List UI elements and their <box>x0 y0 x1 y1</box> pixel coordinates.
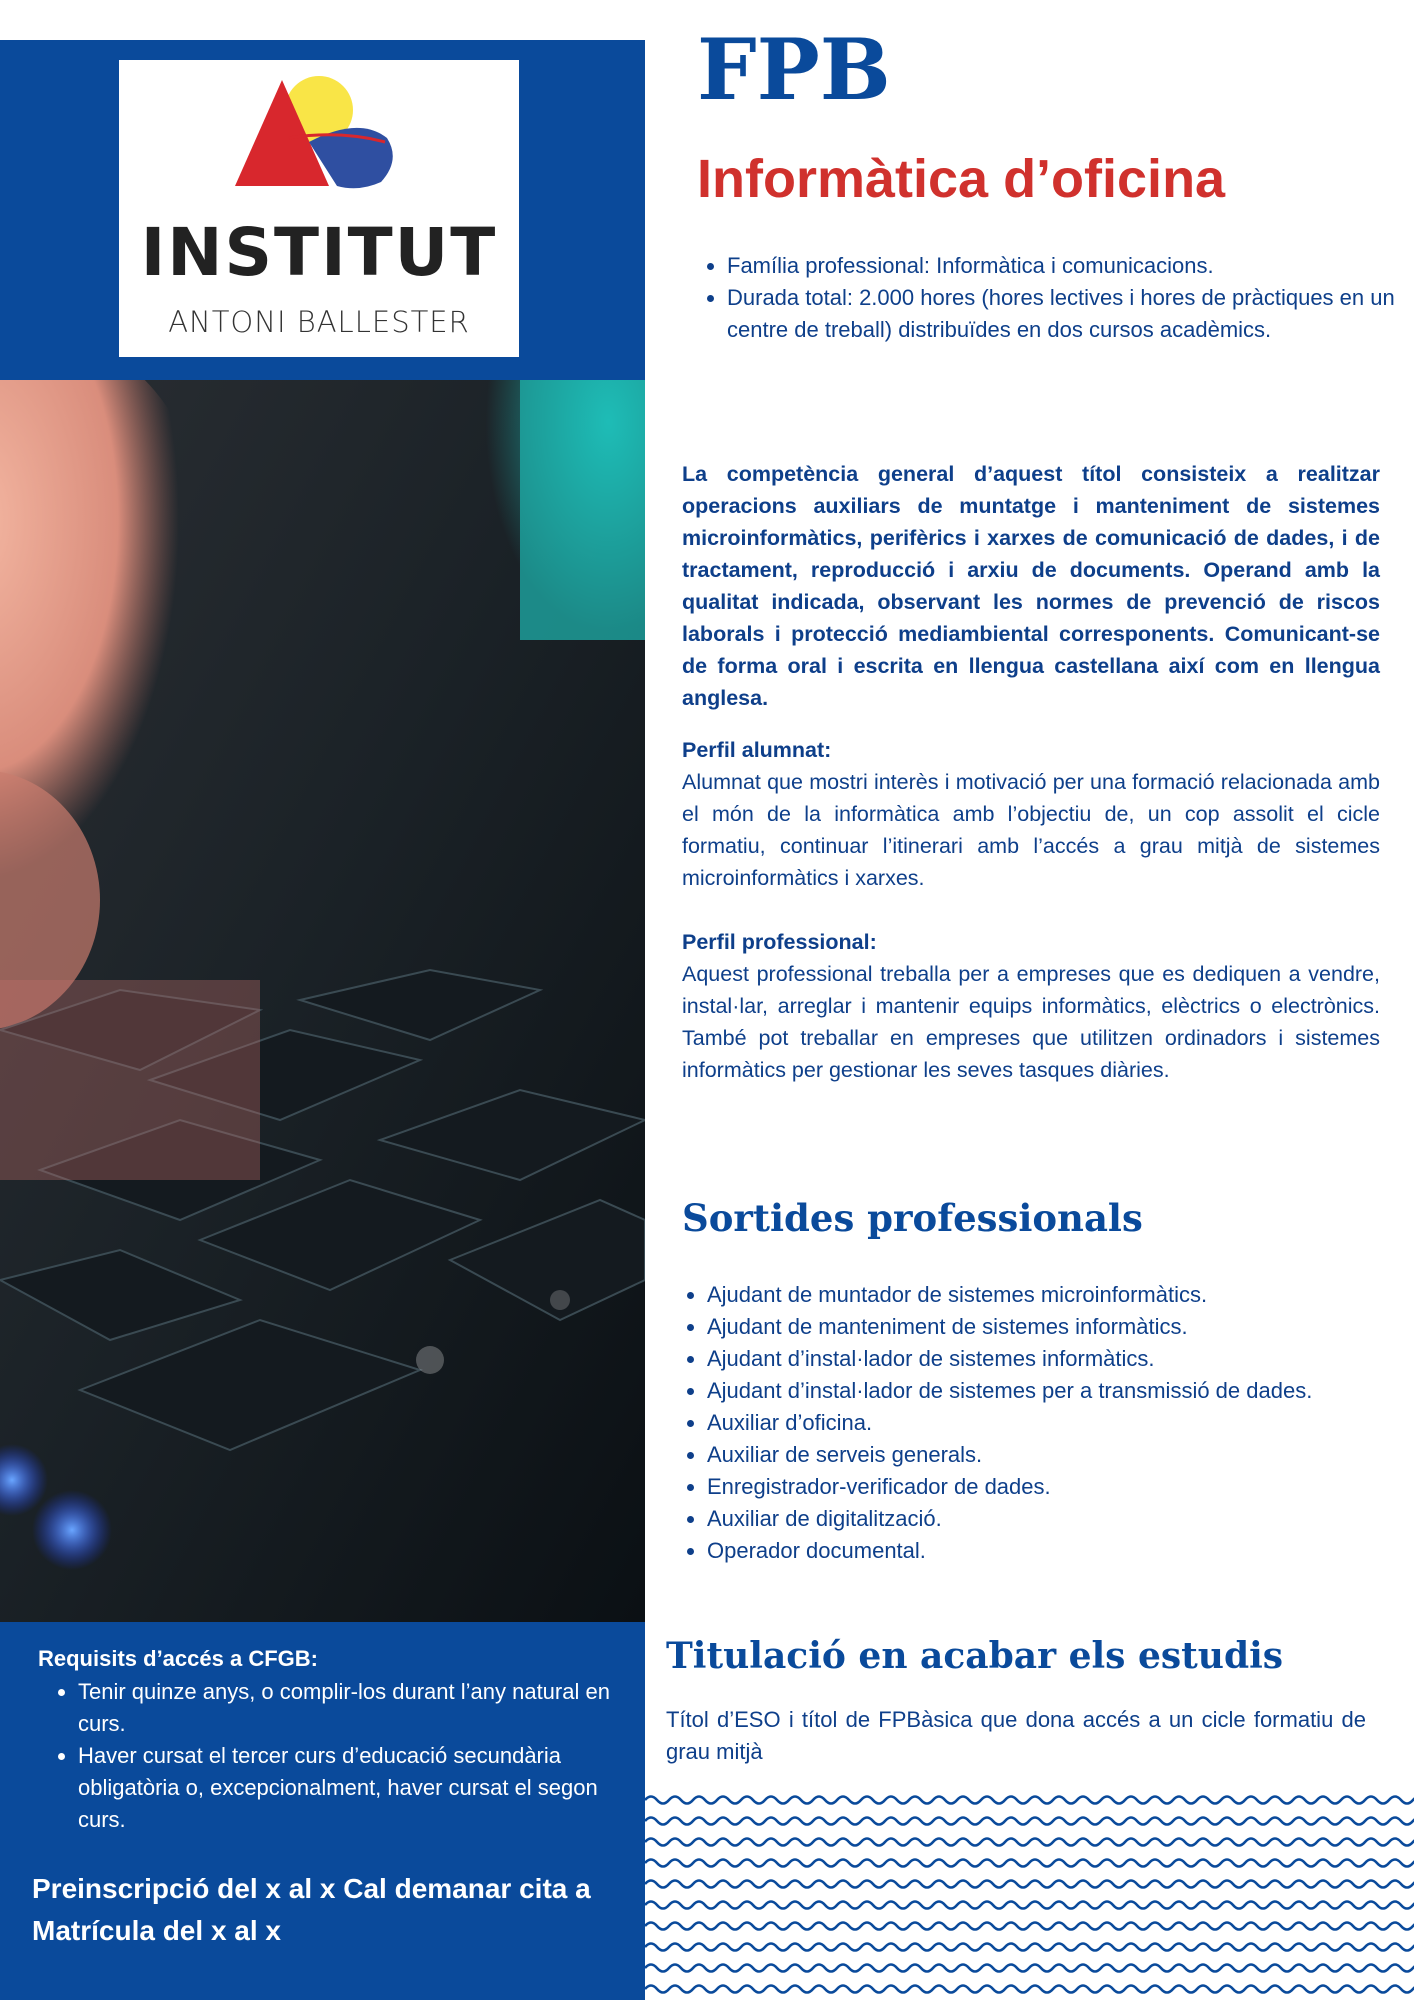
list-item: • Auxiliar de serveis generals. <box>707 1439 1407 1471</box>
degree-title: Titulació en acabar els estudis <box>666 1635 1284 1677</box>
wave-line <box>645 1923 1414 1930</box>
list-item: • Auxiliar de digitalització. <box>707 1503 1407 1535</box>
logo-triangle-icon <box>119 60 519 220</box>
list-item: • Família professional: Informàtica i comunicacions. <box>727 250 1414 282</box>
wave-line <box>645 1944 1414 1951</box>
laptop-keyboard-photo <box>0 380 645 1623</box>
wave-line <box>645 1797 1414 1804</box>
preinscription-line: Preinscripció del x al x Cal demanar cita a <box>32 1873 591 1904</box>
student-profile-text: Alumnat que mostri interès i motivació per una formació relacionada amb el món de la informàtica amb l’objectiu de, un cop assolit el cicle formatiu, continuar l’itinerari amb l’accés a grau mitjà de sistemes microinformàtics i xarxes. <box>682 770 1380 890</box>
logo-subname: ANTONI BALLESTER <box>168 305 470 339</box>
outlets-list <box>682 1279 1407 1567</box>
list-item: • Durada total: 2.000 hores (hores lectives i hores de pràctiques en un centre de treball) distribuïdes en dos cursos acadèmics. <box>727 282 1414 346</box>
wave-pattern <box>645 1790 1414 2000</box>
degree-text: Títol d’ESO i títol de FPBàsica que dona accés a un cicle formatiu de grau mitjà <box>666 1707 1366 1764</box>
list-item: • Haver cursat el tercer curs d’educació secundària obligatòria o, excepcionalment, haver cursat el segon curs. <box>78 1740 638 1836</box>
competence-text: La competència general d’aquest títol consisteix a realitzar operacions auxiliars de muntatge i manteniment de sistemes microinformàtics, perifèrics i xarxes de comunicació de dades, i de tractament, reproducció i arxiu de documents. Operand amb la qualitat indicada, observant les normes de prevenció de riscos laborals i protecció mediambiental corresponents. Comunicant-se de forma oral i escrita en llengua castellana així com en llengua anglesa. <box>682 462 1380 710</box>
logo-name: INSTITUT <box>140 214 498 291</box>
main-description <box>682 458 1380 1086</box>
wave-line <box>645 1986 1414 1993</box>
wave-line <box>645 1818 1414 1825</box>
wave-line <box>645 1839 1414 1846</box>
enrollment-dates <box>32 1868 632 1952</box>
requirements-panel <box>0 1622 645 2000</box>
student-profile-label: Perfil alumnat: <box>682 738 832 762</box>
outlets-title: Sortides professionals <box>682 1196 1143 1240</box>
wave-line <box>645 1881 1414 1888</box>
list-item: • Ajudant de manteniment de sistemes informàtics. <box>707 1311 1407 1343</box>
wave-line <box>645 1860 1414 1867</box>
list-item: • Enregistrador-verificador de dades. <box>707 1471 1407 1503</box>
enrollment-line: Matrícula del x al x <box>32 1915 281 1946</box>
school-logo <box>119 60 519 357</box>
wave-line <box>645 1902 1414 1909</box>
wave-line <box>645 1965 1414 1972</box>
requirements-list <box>40 1676 638 1836</box>
list-item: • Ajudant de muntador de sistemes microinformàtics. <box>707 1279 1407 1311</box>
professional-profile-label: Perfil professional: <box>682 930 877 954</box>
page-title: FPB <box>697 20 891 119</box>
list-item: • Ajudant d’instal·lador de sistemes per a transmissió de dades. <box>707 1375 1407 1407</box>
list-item: • Ajudant d’instal·lador de sistemes informàtics. <box>707 1343 1407 1375</box>
professional-profile-text: Aquest professional treballa per a empreses que es dediquen a vendre, instal·lar, arreglar i mantenir equips informàtics, elèctrics o electrònics. També pot treballar en empreses que utilitzen ordinadors i sistemes informàtics per gestionar les seves tasques diàries. <box>682 962 1380 1082</box>
list-item: • Tenir quinze anys, o complir-los durant l’any natural en curs. <box>78 1676 638 1740</box>
requirements-title: Requisits d’accés a CFGB: <box>38 1646 318 1671</box>
info-list <box>697 250 1414 346</box>
list-item: • Operador documental. <box>707 1535 1407 1567</box>
page-subtitle: Informàtica d’oficina <box>697 149 1226 209</box>
list-item: • Auxiliar d’oficina. <box>707 1407 1407 1439</box>
